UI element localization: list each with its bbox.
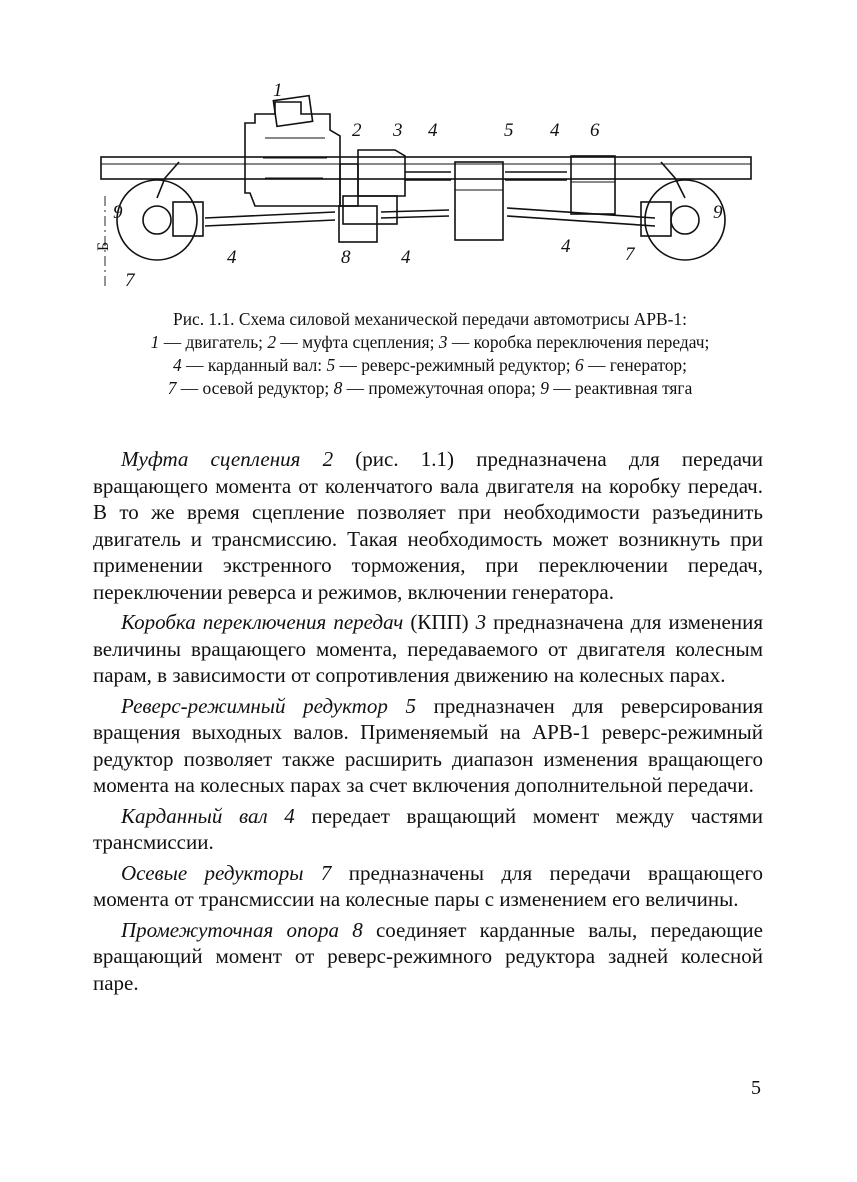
callout-4-left: 4 — [227, 247, 237, 268]
reverse-gear-reducer — [455, 162, 503, 240]
callout-1: 1 — [273, 80, 283, 101]
paragraph-clutch: Муфта сцепления 2 (рис. 1.1) предназначена для передачи вращающего момента от коленчатого вала двигателя на коробку передач. В то же время сцепление позволяет при необходимости разъединить двигатель и трансмиссию. Такая необходимость может возникнуть при применении экстренного торможения, при переключении передач, переключении реверса и режимов, включении генератора. — [93, 447, 763, 604]
callout-4-center: 4 — [401, 247, 411, 268]
paragraph-cardan-shaft: Карданный вал 4 передает вращающий момент между частями трансмиссии. — [93, 803, 763, 854]
callout-4a: 4 — [428, 120, 438, 141]
paragraph-reverse-gear: Реверс-режимный редуктор 5 предназначен для реверсирования вращения выходных валов. Применяемый на АРВ-1 реверс-режимный редуктор позволяет также расширить диапазон изменения вращающего момента на колесных парах за счет включения дополнительной передачи. — [93, 693, 763, 797]
caption-line-3: 7 — осевой редуктор; 8 — промежуточная опора; 9 — реактивная тяга — [167, 378, 693, 398]
callout-7-right: 7 — [625, 244, 635, 265]
callout-section-mark: Б — [95, 241, 112, 251]
gearbox-lower — [343, 196, 397, 224]
callout-9-right: 9 — [713, 202, 723, 223]
engine-body — [245, 102, 340, 206]
callout-8: 8 — [341, 247, 351, 268]
paragraph-gearbox: Коробка переключения передач (КПП) 3 предназначена для изменения величины вращающего момента, передаваемого от двигателя колесным парам, в зависимости от сопротивления движению на колесных парах. — [93, 610, 763, 687]
callout-7-left: 7 — [125, 270, 135, 291]
body-text — [93, 446, 763, 996]
figure-caption — [88, 308, 772, 400]
callout-4-right: 4 — [561, 236, 571, 257]
frame-rail — [101, 157, 751, 179]
callout-2: 2 — [352, 120, 362, 141]
paragraph-axle-reducers: Осевые редукторы 7 предназначены для передачи вращающего момента от трансмиссии на колесные пары с изменением его величины. — [93, 860, 763, 911]
transmission-drawing — [95, 78, 765, 300]
cardan-shaft-left — [205, 212, 335, 226]
cardan-shaft-center — [381, 210, 449, 218]
transmission-diagram — [95, 78, 765, 300]
callout-9-left: 9 — [113, 202, 123, 223]
generator-body — [571, 156, 615, 214]
callout-4b: 4 — [550, 120, 560, 141]
page-number: 5 — [751, 1077, 761, 1099]
caption-title: Рис. 1.1. Схема силовой механической передачи автомотрисы АРВ-1: — [173, 309, 687, 329]
callout-5: 5 — [504, 120, 514, 141]
caption-line-1: 1 — двигатель; 2 — муфта сцепления; 3 — коробка переключения передач; — [150, 332, 710, 352]
cardan-shaft-right — [507, 208, 655, 226]
caption-line-2: 4 — карданный вал: 5 — реверс-режимный редуктор; 6 — генератор; — [173, 355, 687, 375]
axle-reducer-left — [173, 202, 203, 236]
wheel-left — [117, 180, 197, 260]
callout-6: 6 — [590, 120, 600, 141]
callout-3: 3 — [393, 120, 403, 141]
paragraph-intermediate-support: Промежуточная опора 8 соединяет карданные валы, передающие вращающий момент от реверс-режимного редуктора задней колесной паре. — [93, 917, 763, 995]
